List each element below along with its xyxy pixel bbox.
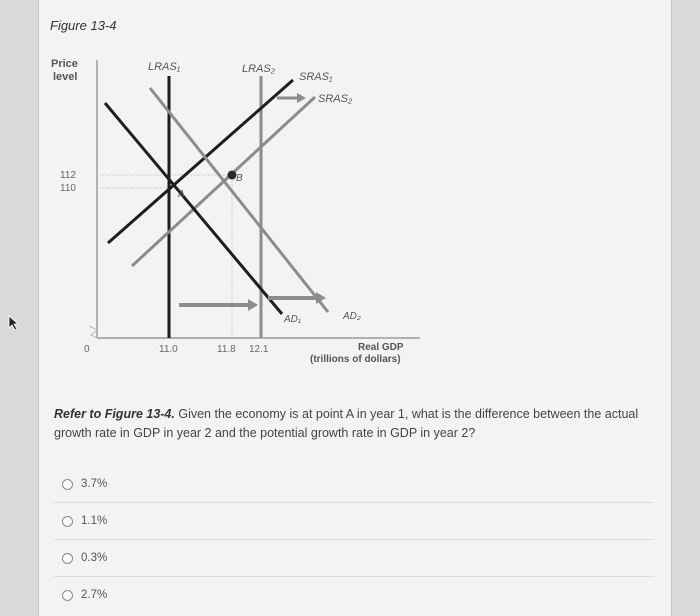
radio-button[interactable]	[62, 479, 73, 490]
answer-option-1[interactable]	[54, 466, 654, 502]
radio-button[interactable]	[62, 516, 73, 527]
answer-label: 2.7%	[81, 589, 108, 601]
answer-option-2[interactable]	[54, 502, 654, 539]
sras1-label: SRAS₁	[299, 71, 333, 83]
radio-button[interactable]	[62, 553, 73, 564]
ad2-line	[150, 88, 328, 312]
x-axis-label-line1: Real GDP	[358, 342, 404, 353]
answer-option-3[interactable]	[54, 539, 654, 576]
point-a-label: A	[178, 189, 185, 200]
x-tick-11-8: 11.8	[217, 344, 236, 355]
answer-label: 1.1%	[81, 515, 108, 527]
sras-shift-arrowhead	[297, 93, 306, 103]
ad1-label: AD₁	[284, 314, 302, 325]
question-body: Given the economy is at point A in year 1, what is the difference between the actual growth rate in GDP in year 2 and the potential growth rate in GDP in year 2?	[54, 407, 639, 440]
x-axis-label-line2: (trillions of dollars)	[310, 354, 401, 365]
answer-options	[54, 466, 654, 613]
lras2-label: LRAS₂	[242, 63, 275, 75]
ad2-label: AD₂	[343, 311, 361, 322]
mouse-cursor-icon	[8, 315, 20, 331]
origin-label: 0	[84, 344, 90, 355]
y-tick-112: 112	[60, 170, 76, 181]
x-tick-11-0: 11.0	[159, 344, 178, 355]
y-axis-label-line1: Price	[51, 58, 78, 70]
figure-title: Figure 13-4	[50, 18, 117, 33]
answer-label: 0.3%	[81, 552, 108, 564]
answer-label: 3.7%	[81, 478, 108, 490]
answer-option-4[interactable]	[54, 576, 654, 613]
radio-button[interactable]	[62, 590, 73, 601]
question-figure-ref: Refer to Figure 13-4.	[54, 407, 175, 421]
x-tick-12-1: 12.1	[249, 344, 269, 355]
lras1-label: LRAS₁	[148, 61, 181, 73]
question-text	[54, 405, 654, 443]
y-axis-label-line2: level	[53, 71, 78, 83]
y-tick-110: 110	[60, 183, 76, 194]
sras2-label: SRAS₂	[318, 93, 353, 105]
point-b-label: B	[236, 173, 243, 184]
lras-shift-arrowhead	[248, 299, 258, 311]
ad1-line	[105, 103, 282, 314]
